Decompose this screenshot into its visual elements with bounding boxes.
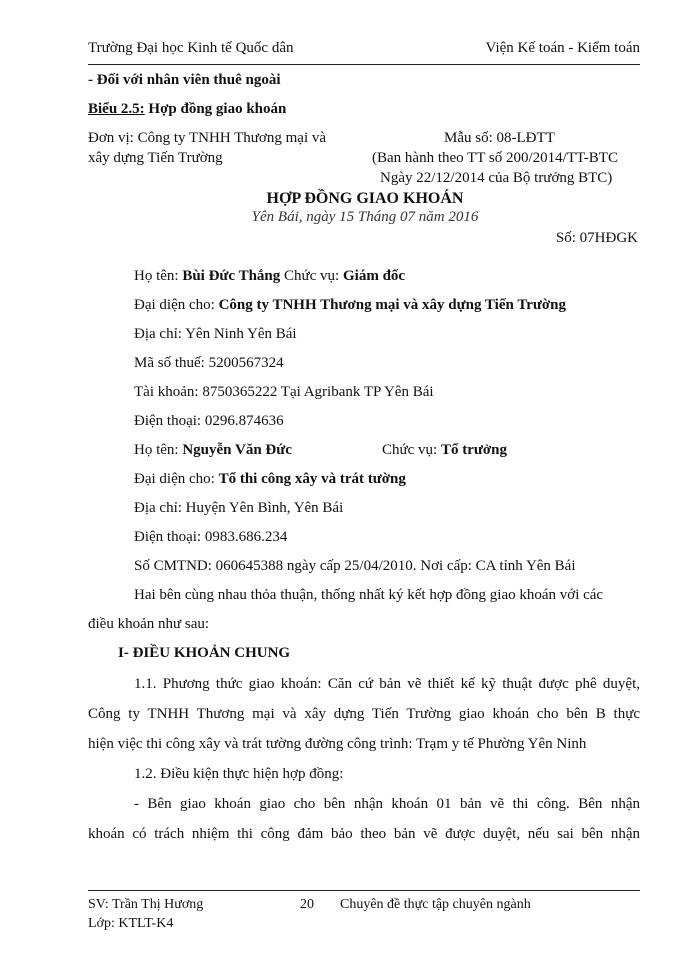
- party-a-name-line: Họ tên: Bùi Đức Thắng Chức vụ: Giám đốc: [134, 268, 406, 284]
- section-note: - Đối với nhân viên thuê ngoài: [88, 72, 281, 88]
- party-b-team: Tổ thi công xây và trát tường: [218, 471, 406, 487]
- header-rule: [88, 64, 640, 65]
- clause-1-1-line-3: hiện việc thi công xây và trát tường đường công trình: Trạm y tế Phường Yên Ninh: [88, 736, 587, 752]
- unit-line-1: Đơn vị: Công ty TNHH Thương mại và: [88, 130, 327, 146]
- party-a-name: Bùi Đức Thắng: [182, 268, 281, 284]
- unit-line-2: xây dựng Tiến Trường: [88, 150, 223, 166]
- figure-caption: [88, 101, 286, 118]
- party-b-address: Địa chỉ: Huyện Yên Bình, Yên Bái: [134, 500, 344, 516]
- document-number: Số: 07HĐGK: [555, 230, 638, 246]
- party-b-role: Tổ trưởng: [440, 442, 508, 458]
- form-issued-2: Ngày 22/12/2014 của Bộ trưởng BTC): [380, 170, 613, 186]
- party-a-represents-line: Đại diện cho: Công ty TNHH Thương mại và xây dựng Tiến Trường: [134, 297, 567, 313]
- party-b-name: Nguyễn Văn Đức: [182, 442, 292, 458]
- party-a-phone: Điện thoại: 0296.874636: [134, 413, 284, 429]
- header-institute: Viện Kế toán - Kiểm toán: [485, 40, 640, 56]
- footer-rule: [88, 890, 640, 891]
- header-school: Trường Đại học Kinh tế Quốc dân: [88, 40, 294, 56]
- party-b-id-card: Số CMTND: 060645388 ngày cấp 25/04/2010. Nơi cấp: CA tỉnh Yên Bái: [134, 558, 576, 574]
- party-b-name-line: Họ tên: Nguyễn Văn Đức: [134, 442, 292, 458]
- party-a-address: Địa chỉ: Yên Ninh Yên Bái: [134, 326, 297, 342]
- party-b-represents-line: Đại diện cho: Tổ thi công xây và trát tường: [134, 471, 406, 487]
- clause-1-2: 1.2. Điều kiện thực hiện hợp đồng:: [134, 766, 344, 782]
- footer-class: Lớp: KTLT-K4: [88, 916, 174, 931]
- party-b-role-line: Chức vụ: Tổ trưởng: [382, 442, 508, 458]
- page-number: 20: [300, 897, 314, 912]
- party-a-company: Công ty TNHH Thương mại và xây dựng Tiến Trường: [218, 297, 567, 313]
- figure-label: Biểu 2.5:: [88, 101, 145, 117]
- party-b-phone: Điện thoại: 0983.686.234: [134, 529, 288, 545]
- place-date: Yên Bái, ngày 15 Tháng 07 năm 2016: [251, 209, 479, 225]
- figure-title: Hợp đồng giao khoán: [144, 101, 287, 117]
- agreement-line-1: Hai bên cùng nhau thỏa thuận, thống nhất ký kết hợp đồng giao khoán với các: [134, 587, 604, 603]
- footer-subject: Chuyên đề thực tập chuyên ngành: [340, 897, 531, 912]
- clause-1-2-line-2: khoán có trách nhiệm thi công đảm bảo theo bản vẽ được duyệt, nếu sai bên nhận: [88, 826, 640, 842]
- party-a-tax-code: Mã số thuế: 5200567324: [134, 355, 284, 371]
- form-issued-1: (Ban hành theo TT số 200/2014/TT-BTC: [372, 150, 618, 166]
- party-a-account: Tài khoản: 8750365222 Tại Agribank TP Yên Bái: [134, 384, 434, 400]
- section-1-heading: I- ĐIỀU KHOẢN CHUNG: [118, 645, 291, 661]
- clause-1-1-line-1: 1.1. Phương thức giao khoán: Căn cứ bản vẽ thiết kế kỹ thuật được phê duyệt,: [134, 676, 640, 692]
- form-code: Mẫu số: 08-LĐTT: [444, 130, 555, 146]
- clause-1-1-line-2: Công ty TNHH Thương mại và xây dựng Tiến Trường giao khoán cho bên B thực: [88, 706, 640, 722]
- clause-1-2-line-1: - Bên giao khoán giao cho bên nhận khoán 01 bản vẽ thi công. Bên nhận: [134, 796, 640, 812]
- document-title: HỢP ĐỒNG GIAO KHOÁN: [266, 190, 464, 207]
- party-a-role: Giám đốc: [342, 268, 406, 284]
- agreement-line-2: điều khoản như sau:: [88, 616, 210, 632]
- footer-student: SV: Trần Thị Hương: [88, 897, 204, 912]
